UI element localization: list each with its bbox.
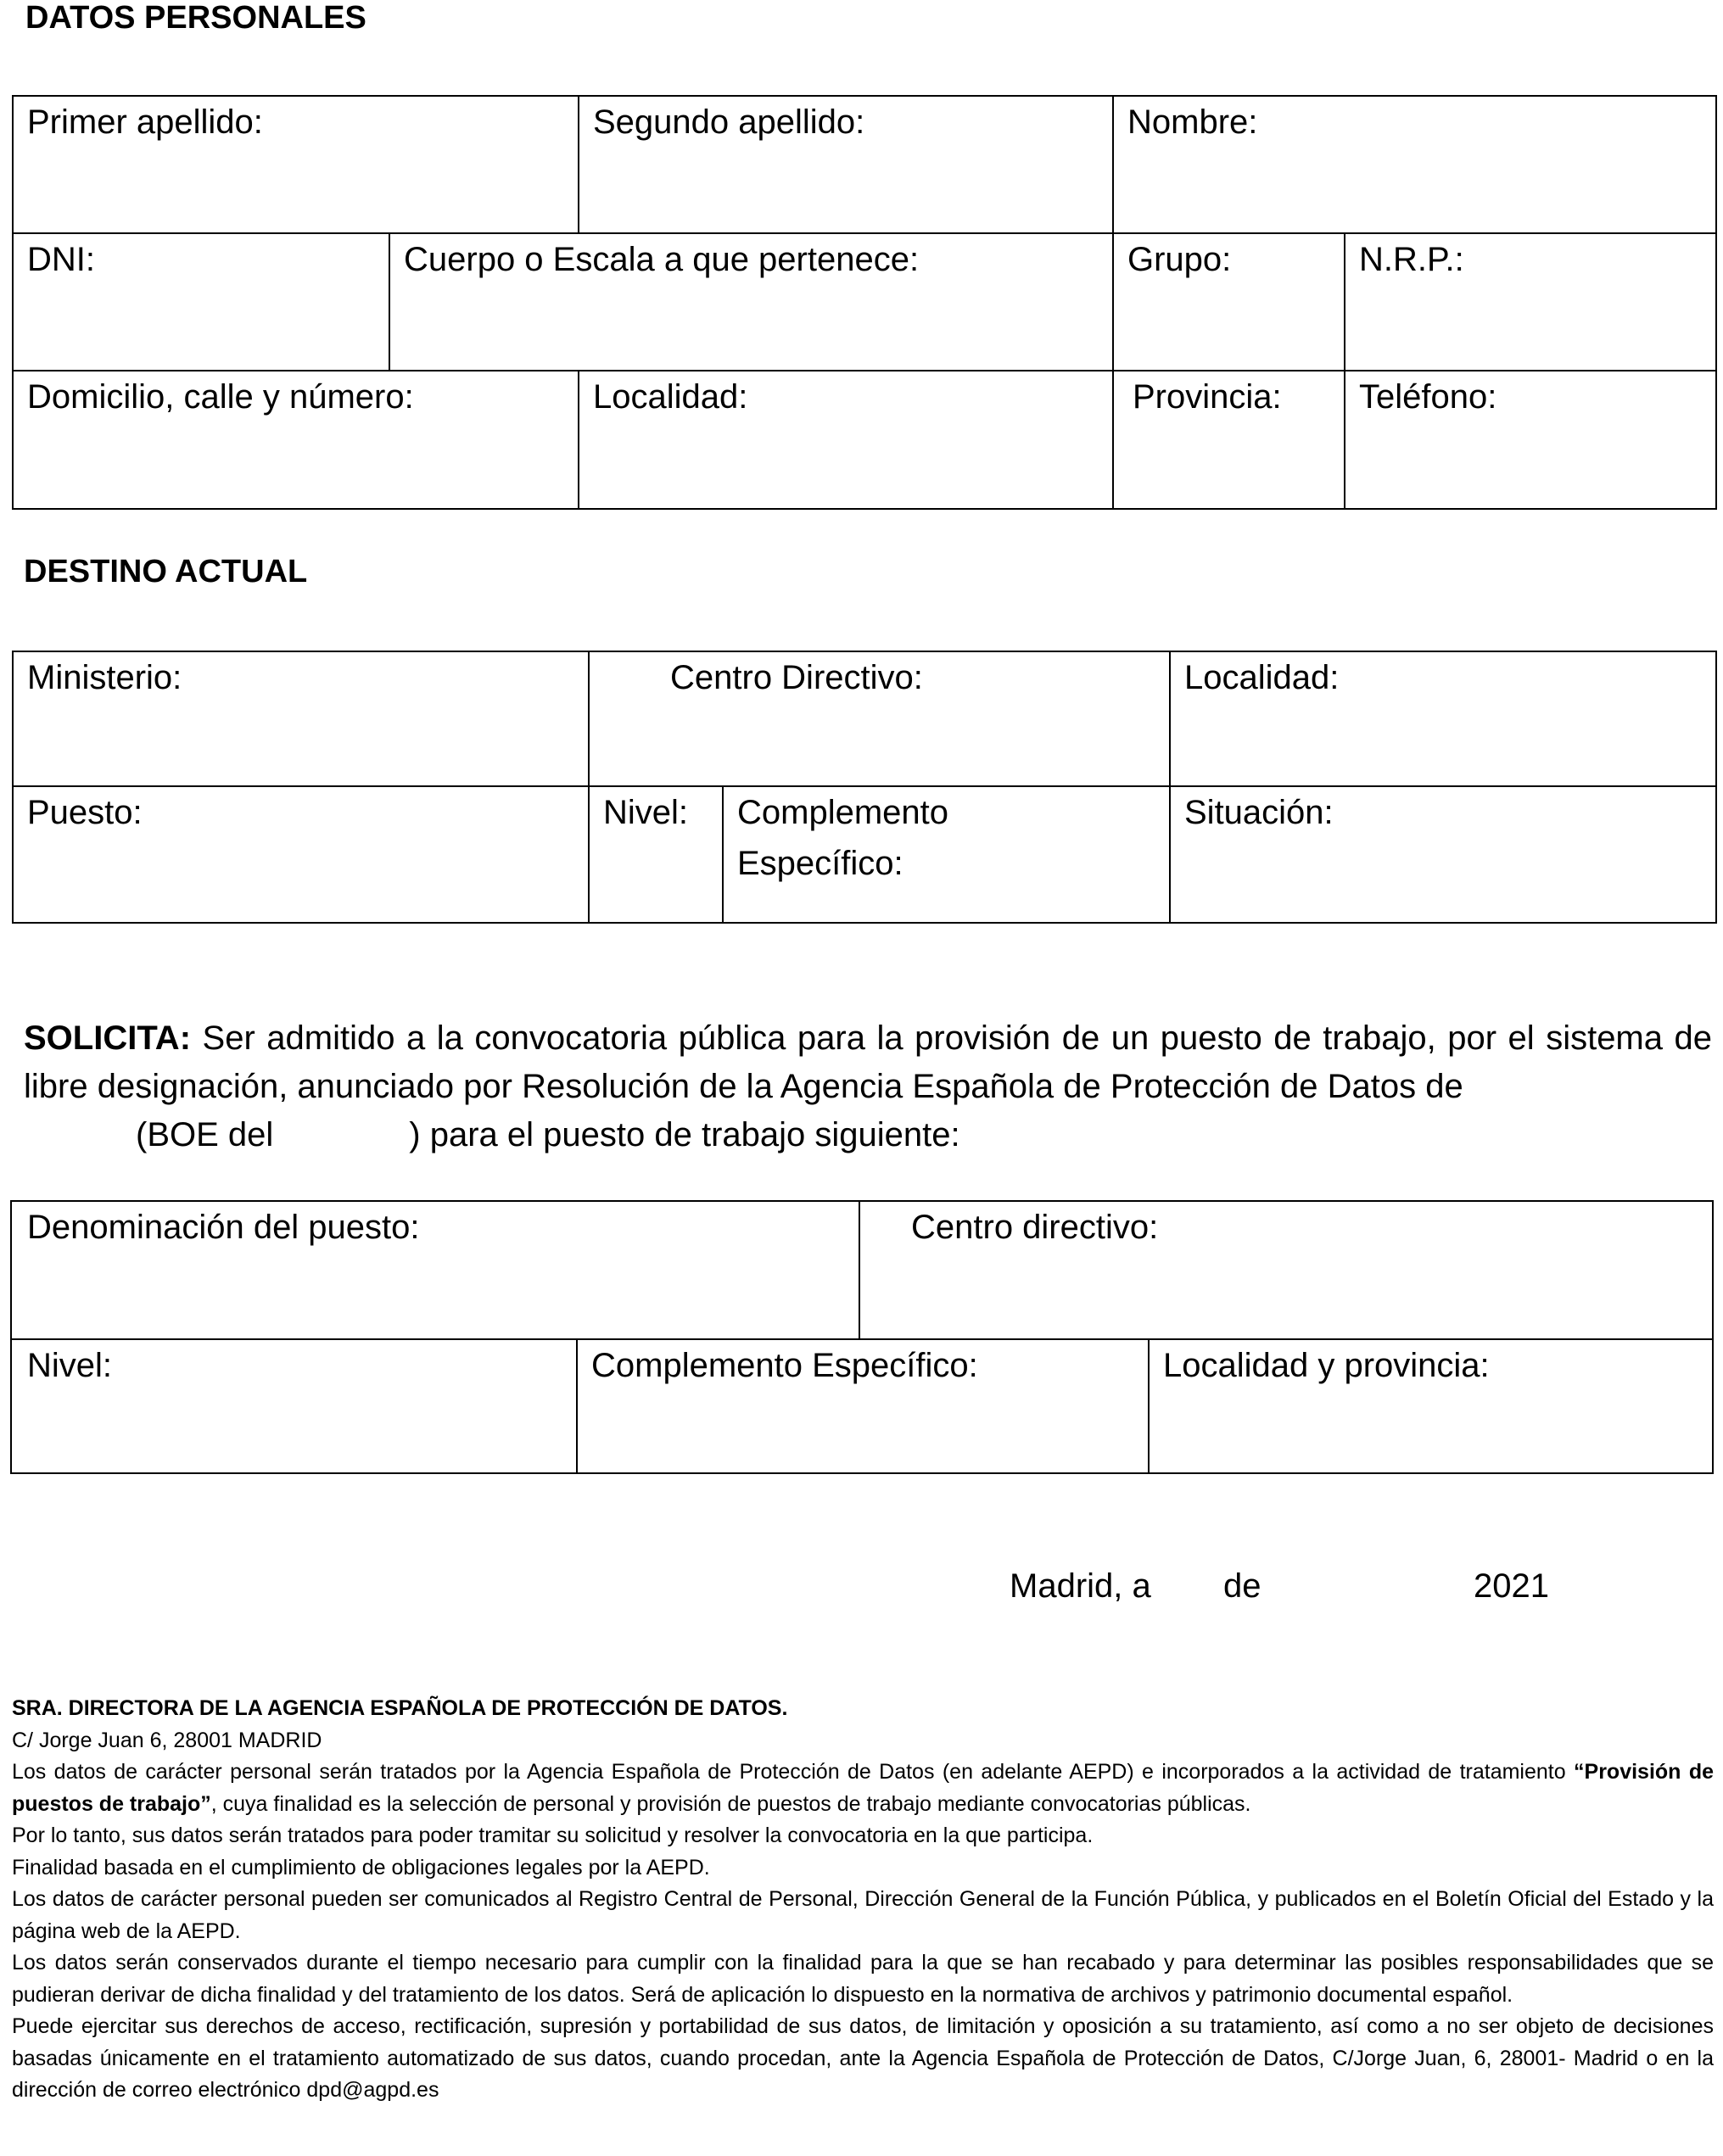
centro-directivo-solicitado-label: Centro directivo: — [911, 1209, 1159, 1246]
localidad-field[interactable] — [579, 371, 1112, 510]
dni-label: DNI: — [27, 241, 95, 278]
domicilio-label: Domicilio, calle y número: — [27, 378, 414, 416]
section-heading-datos-personales: DATOS PERSONALES — [25, 0, 366, 36]
solicita-label: SOLICITA: — [24, 1019, 192, 1057]
boe-close: ) para el puesto de trabajo siguiente: — [409, 1116, 960, 1153]
cuerpo-escala-label: Cuerpo o Escala a que pertenece: — [404, 241, 920, 278]
segundo-apellido-label: Segundo apellido: — [593, 103, 865, 141]
localidad-provincia-label: Localidad y provincia: — [1163, 1347, 1490, 1384]
date-lugar: Madrid, a — [1010, 1567, 1151, 1605]
footer-paragraph-1 — [12, 1757, 1714, 1820]
denominacion-field[interactable] — [12, 1202, 859, 1338]
complemento-label-line2: Específico: — [737, 845, 903, 882]
puesto-label: Puesto: — [27, 794, 143, 831]
nivel-destino-label: Nivel: — [603, 794, 689, 831]
nombre-label: Nombre: — [1127, 103, 1258, 141]
dni-field[interactable] — [14, 234, 389, 370]
footer-direccion: C/ Jorge Juan 6, 28001 MADRID — [12, 1728, 322, 1752]
nombre-field[interactable] — [1114, 97, 1715, 232]
puesto-field[interactable] — [14, 787, 588, 924]
telefono-label: Teléfono: — [1359, 378, 1497, 416]
localidad-destino-field[interactable] — [1171, 652, 1715, 785]
footer-destinatario: SRA. DIRECTORA DE LA AGENCIA ESPAÑOLA DE PROTECCIÓN DE DATOS. — [12, 1696, 788, 1720]
denominacion-label: Denominación del puesto: — [27, 1209, 420, 1246]
primer-apellido-label: Primer apellido: — [27, 103, 263, 141]
segundo-apellido-field[interactable] — [579, 97, 1112, 232]
puesto-solicitado-table — [10, 1200, 1714, 1474]
grupo-label: Grupo: — [1127, 241, 1232, 278]
nivel-solicitado-label: Nivel: — [27, 1347, 113, 1384]
localidad-provincia-field[interactable] — [1150, 1340, 1712, 1474]
datos-personales-table — [12, 95, 1717, 510]
nrp-field[interactable] — [1345, 234, 1715, 370]
boe-open: (BOE del — [136, 1116, 274, 1153]
nivel-solicitado-field[interactable] — [12, 1340, 576, 1474]
nivel-destino-field[interactable] — [590, 787, 722, 924]
provincia-label: Provincia: — [1133, 378, 1282, 416]
centro-directivo-label: Centro Directivo: — [670, 659, 923, 696]
ministerio-label: Ministerio: — [27, 659, 182, 696]
provincia-field[interactable] — [1114, 371, 1344, 510]
situacion-label: Situación: — [1184, 794, 1334, 831]
primer-apellido-field[interactable] — [14, 97, 578, 232]
footer-paragraph-2: Por lo tanto, sus datos serán tratados para poder tramitar su solicitud y resolver la convocatoria en la que participa. — [12, 1824, 1094, 1847]
nrp-label: N.R.P.: — [1359, 241, 1464, 278]
ministerio-field[interactable] — [14, 652, 588, 785]
solicita-paragraph — [24, 1014, 1712, 1111]
solicita-text: Ser admitido a la convocatoria pública para la provisión de un puesto de trabajo, por el sistema de libre designación, anunciado por Resolución de la Agencia Española de Protección de Datos de — [24, 1019, 1712, 1105]
date-de: de — [1223, 1567, 1261, 1605]
complemento-destino-field[interactable] — [724, 787, 1169, 924]
solicita-boe-line — [136, 1111, 960, 1159]
situacion-field[interactable] — [1171, 787, 1715, 924]
telefono-field[interactable] — [1345, 371, 1715, 510]
destino-actual-table — [12, 651, 1717, 924]
centro-directivo-solicitado-field[interactable] — [860, 1202, 1712, 1338]
footer-paragraph-6: Puede ejercitar sus derechos de acceso, rectificación, supresión y portabilidad de sus datos, de limitación y oposición a su tratamiento, así como a no ser objeto de decisiones basadas únicamente en el tratamiento automatizado de sus datos, cuando procedan, ante la Agencia Española de Protección de Datos, C/Jorge Juan, 6, 28001- Madrid o en la dirección de correo electrónico dpd@agpd.es — [12, 2014, 1714, 2102]
complemento-solicitado-field[interactable] — [578, 1340, 1148, 1474]
grupo-field[interactable] — [1114, 234, 1344, 370]
section-heading-destino-actual: DESTINO ACTUAL — [24, 554, 308, 589]
footer-legal — [12, 1693, 1714, 2107]
footer-paragraph-5: Los datos serán conservados durante el tiempo necesario para cumplir con la finalidad para la que se han recabado y para determinar las posibles responsabilidades que se pudieran derivar de dicha finalidad y del tratamiento de los datos. Será de aplicación lo dispuesto en la normativa de archivos y patrimonio documental español. — [12, 1951, 1714, 2007]
localidad-destino-label: Localidad: — [1184, 659, 1340, 696]
complemento-solicitado-label: Complemento Específico: — [591, 1347, 978, 1384]
centro-directivo-field[interactable] — [590, 652, 1169, 785]
footer-p1-end: , cuya finalidad es la selección de personal y provisión de puestos de trabajo mediante convocatorias públicas. — [210, 1791, 1251, 1816]
cuerpo-escala-field[interactable] — [390, 234, 1112, 370]
domicilio-field[interactable] — [14, 371, 578, 510]
footer-paragraph-3: Finalidad basada en el cumplimiento de obligaciones legales por la AEPD. — [12, 1855, 710, 1880]
complemento-label-line1: Complemento — [737, 794, 949, 831]
footer-p1-bold: “Provisión de puestos de trabajo” — [12, 1760, 1714, 1816]
footer-paragraph-4: Los datos de carácter personal pueden ser comunicados al Registro Central de Personal, Dirección General de la Función Pública, y publicados en el Boletín Oficial del Estado y la página web de la AEPD. — [12, 1887, 1714, 1943]
localidad-label: Localidad: — [593, 378, 748, 416]
footer-p1-start: Los datos de carácter personal serán tratados por la Agencia Española de Protección de Datos (en adelante AEPD) e incorporados a la actividad de tratamiento — [12, 1760, 1575, 1784]
date-year: 2021 — [1474, 1567, 1549, 1605]
